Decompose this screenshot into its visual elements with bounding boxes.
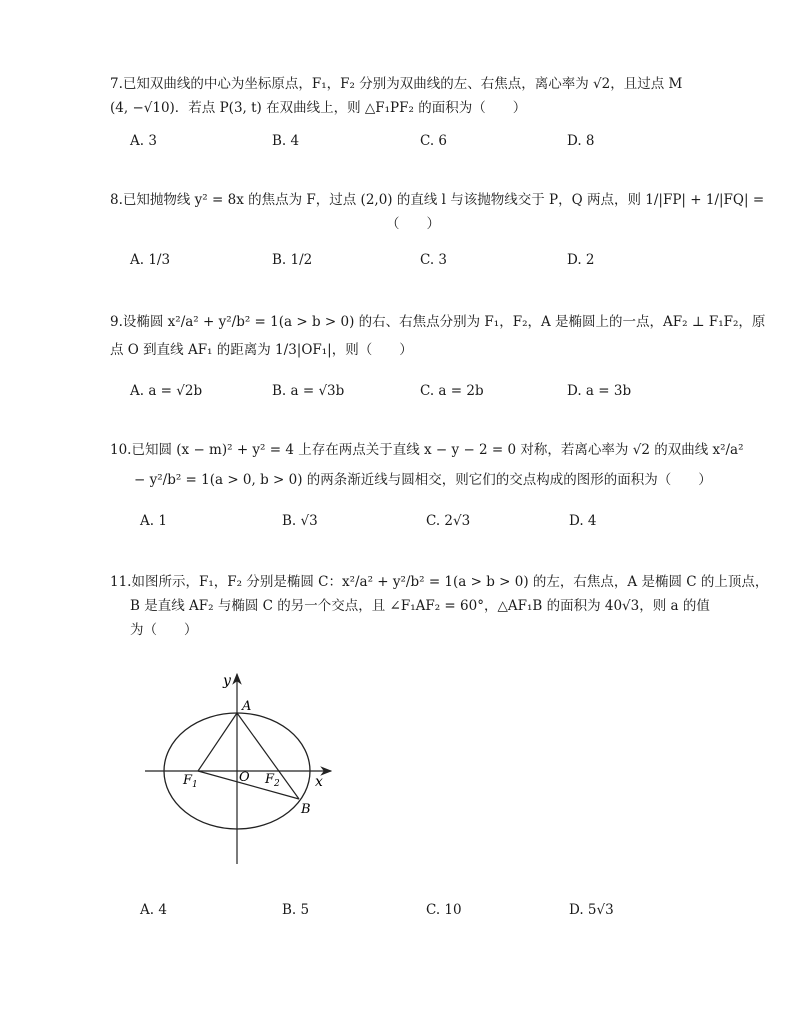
question-8-options	[130, 252, 730, 272]
option-d: D. a = 3b	[567, 383, 632, 399]
option-b: B. 4	[272, 133, 300, 149]
point-f2-label: $F_2$	[265, 772, 280, 789]
question-11-line-1	[110, 570, 769, 594]
question-9-options	[130, 383, 730, 403]
question-9	[110, 310, 766, 362]
question-number: 10.	[110, 442, 132, 458]
option-c: C. 10	[426, 902, 462, 918]
option-a: A. 4	[140, 902, 167, 918]
option-a: A. a = √2b	[130, 383, 203, 399]
option-c: C. 6	[420, 133, 448, 149]
question-8	[110, 188, 765, 236]
question-text: 设椭圆 x²/a² + y²/b² = 1(a > b > 0) 的右、右焦点分别为 F₁，F₂，A 是椭圆上的一点，AF₂ ⊥ F₁F₂，原	[122, 314, 766, 330]
question-text: 已知抛物线 y² = 8x 的焦点为 F，过点 (2,0) 的直线 l 与该抛物线交于 P，Q 两点，则 1/|FP| + 1/|FQ| =	[122, 192, 765, 208]
y-axis-label: y	[223, 673, 231, 689]
question-10-line-1	[110, 438, 744, 462]
question-7-line-2: (4, −√10)．若点 P(3, t) 在双曲线上，则 △F₁PF₂ 的面积为（ ）	[110, 100, 527, 116]
question-10	[110, 438, 744, 492]
question-7	[110, 72, 702, 120]
question-11-line-3: 为（ ）	[130, 622, 198, 638]
option-a: A. 3	[130, 133, 157, 149]
question-8-line-1	[110, 188, 765, 212]
option-a: A. 1/3	[130, 252, 171, 268]
question-7-line-1	[110, 72, 702, 96]
question-number: 8.	[110, 192, 123, 208]
question-10-line-2: − y²/b² = 1(a > 0, b > 0) 的两条渐近线与圆相交，则它们的交点构成的图形的面积为（ ）	[134, 472, 712, 488]
question-11-line-2: B 是直线 AF₂ 与椭圆 C 的另一个交点，且 ∠F₁AF₂ = 60°，△AF₁B 的面积为 40√3，则 a 的值	[130, 598, 710, 614]
option-c: C. 3	[420, 252, 448, 268]
ellipse-figure	[135, 668, 345, 868]
question-9-line-2: 点 O 到直线 AF₁ 的距离为 1/3|OF₁|，则（ ）	[110, 342, 413, 358]
question-text: 已知双曲线的中心为坐标原点，F₁，F₂ 分别为双曲线的左、右焦点，离心率为 √2，且过点 M	[122, 76, 683, 92]
point-b-label: B	[301, 802, 311, 817]
question-number: 7.	[110, 76, 123, 92]
question-10-options	[140, 513, 740, 533]
point-f1-label: $F_1$	[183, 773, 198, 790]
option-d: D. 8	[567, 133, 595, 149]
question-text: 如图所示，F₁，F₂ 分别是椭圆 C：x²/a² + y²/b² = 1(a > b > 0) 的左，右焦点，A 是椭圆 C 的上顶点，	[131, 574, 769, 590]
option-b: B. √3	[282, 513, 318, 529]
question-8-line-2: （ ）	[386, 216, 440, 232]
question-11	[110, 570, 769, 642]
option-b: B. 5	[282, 902, 310, 918]
line-af1	[198, 713, 237, 771]
question-text: 已知圆 (x − m)² + y² = 4 上存在两点关于直线 x − y − 2 = 0 对称，若离心率为 √2 的双曲线 x²/a²	[131, 442, 744, 458]
question-7-options	[130, 133, 730, 153]
point-a-label: A	[242, 699, 252, 714]
option-d: D. 5√3	[569, 902, 614, 918]
origin-label: O	[239, 770, 250, 785]
question-9-line-1	[110, 310, 766, 334]
option-d: D. 2	[567, 252, 595, 268]
question-number: 11.	[110, 574, 132, 590]
question-11-options	[140, 902, 740, 922]
option-b: B. 1/2	[272, 252, 313, 268]
option-b: B. a = √3b	[272, 383, 345, 399]
x-axis-label: x	[315, 774, 323, 790]
question-number: 9.	[110, 314, 123, 330]
option-c: C. 2√3	[426, 513, 471, 529]
option-c: C. a = 2b	[420, 383, 484, 399]
option-a: A. 1	[140, 513, 167, 529]
option-d: D. 4	[569, 513, 597, 529]
